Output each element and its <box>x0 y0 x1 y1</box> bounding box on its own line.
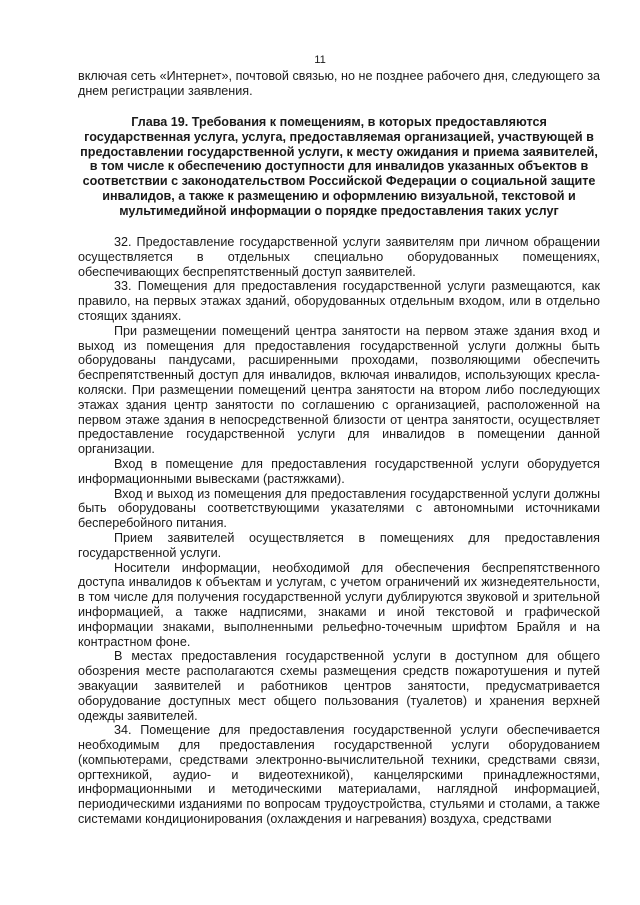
paragraph-33-entrance-ground-floor: При размещении помещений центра занятости на первом этаже здания вход и выход из помещения для предоставления государственной услуги должны быть оборудованы пандусами, расширенными проходами, позволяющими обеспечить беспрепятственный доступ для инвалидов, включая инвалидов, использующих кресла-коляски. При размещении помещений центра занятости на втором либо последующих этажах здания центр занятости по соглашению с организацией, расположенной на первом этаже здания в непосредственной близости от центра занятости, осуществляет предоставление государственной услуги для инвалидов в помещении данной организации. <box>78 323 600 457</box>
document-body <box>78 235 600 827</box>
paragraph-32: 32. Предоставление государственной услуги заявителям при личном обращении осуществляется в отдельных специально оборудованных помещениях, обеспечивающих беспрепятственный доступ заявителей. <box>78 235 600 279</box>
continuation-paragraph: включая сеть «Интернет», почтовой связью, но не позднее рабочего дня, следующего за днем регистрации заявления. <box>78 69 600 98</box>
paragraph-33: 33. Помещения для предоставления государственной услуги размещаются, как правило, на первых этажах зданий, оборудованных отдельным входом, или в отдельно стоящих зданиях. <box>78 279 600 323</box>
paragraph-34: 34. Помещение для предоставления государственной услуги обеспечивается необходимым для предоставления государственной услуги оборудованием (компьютерами, средствами электронно-вычислительной техники, средствами связи, оргтехникой, аудио- и видеотехникой), канцелярскими принадлежностями, информационными и методическими материалами, наглядной информацией, периодическими изданиями по вопросам трудоустройства, стульями и столами, а также системами кондиционирования (охлаждения и нагревания) воздуха, средствами <box>78 723 600 827</box>
page-number: 11 <box>314 54 326 66</box>
paragraph-33-signage: Вход в помещение для предоставления государственной услуги оборудуется информационными вывесками (растяжками). <box>78 456 600 486</box>
paragraph-33-exit-signs: Вход и выход из помещения для предоставления государственной услуги должны быть оборудованы соответствующими указателями с автономными источниками бесперебойного питания. <box>78 486 600 531</box>
paragraph-33-evacuation: В местах предоставления государственной услуги в доступном для общего обозрения месте располагаются схемы размещения средств пожаротушения и путей эвакуации заявителей и работников центров занятости, предусматривается оборудование доступных мест общего пользования (туалетов) и хранения верхней одежды заявителей. <box>78 649 600 723</box>
chapter-title: Глава 19. Требования к помещениям, в которых предоставляются государственная услуга, услуга, предоставляемая организацией, участвующей в предоставлении государственной услуги, к месту ожидания и приема заявителей, в том числе к обеспечению доступности для инвалидов указанных объектов в соответствии с законодательством Российской Федерации о социальной защите инвалидов, а также к размещению и оформлению визуальной, текстовой и мультимедийной информации о порядке предоставления таких услуг <box>80 115 598 218</box>
paragraph-33-accessibility-info: Носители информации, необходимой для обеспечения беспрепятственного доступа инвалидов к объектам и услугам, с учетом ограничений их жизнедеятельности, в том числе для получения государственной услуги дублируются звуковой и зрительной информацией, а также надписями, знаками и иной текстовой и графической информации знаками, выполненными рельефно-точечным шрифтом Брайля и на контрастном фоне. <box>78 560 600 649</box>
paragraph-33-reception: Прием заявителей осуществляется в помещениях для предоставления государственной услуги. <box>78 530 600 560</box>
